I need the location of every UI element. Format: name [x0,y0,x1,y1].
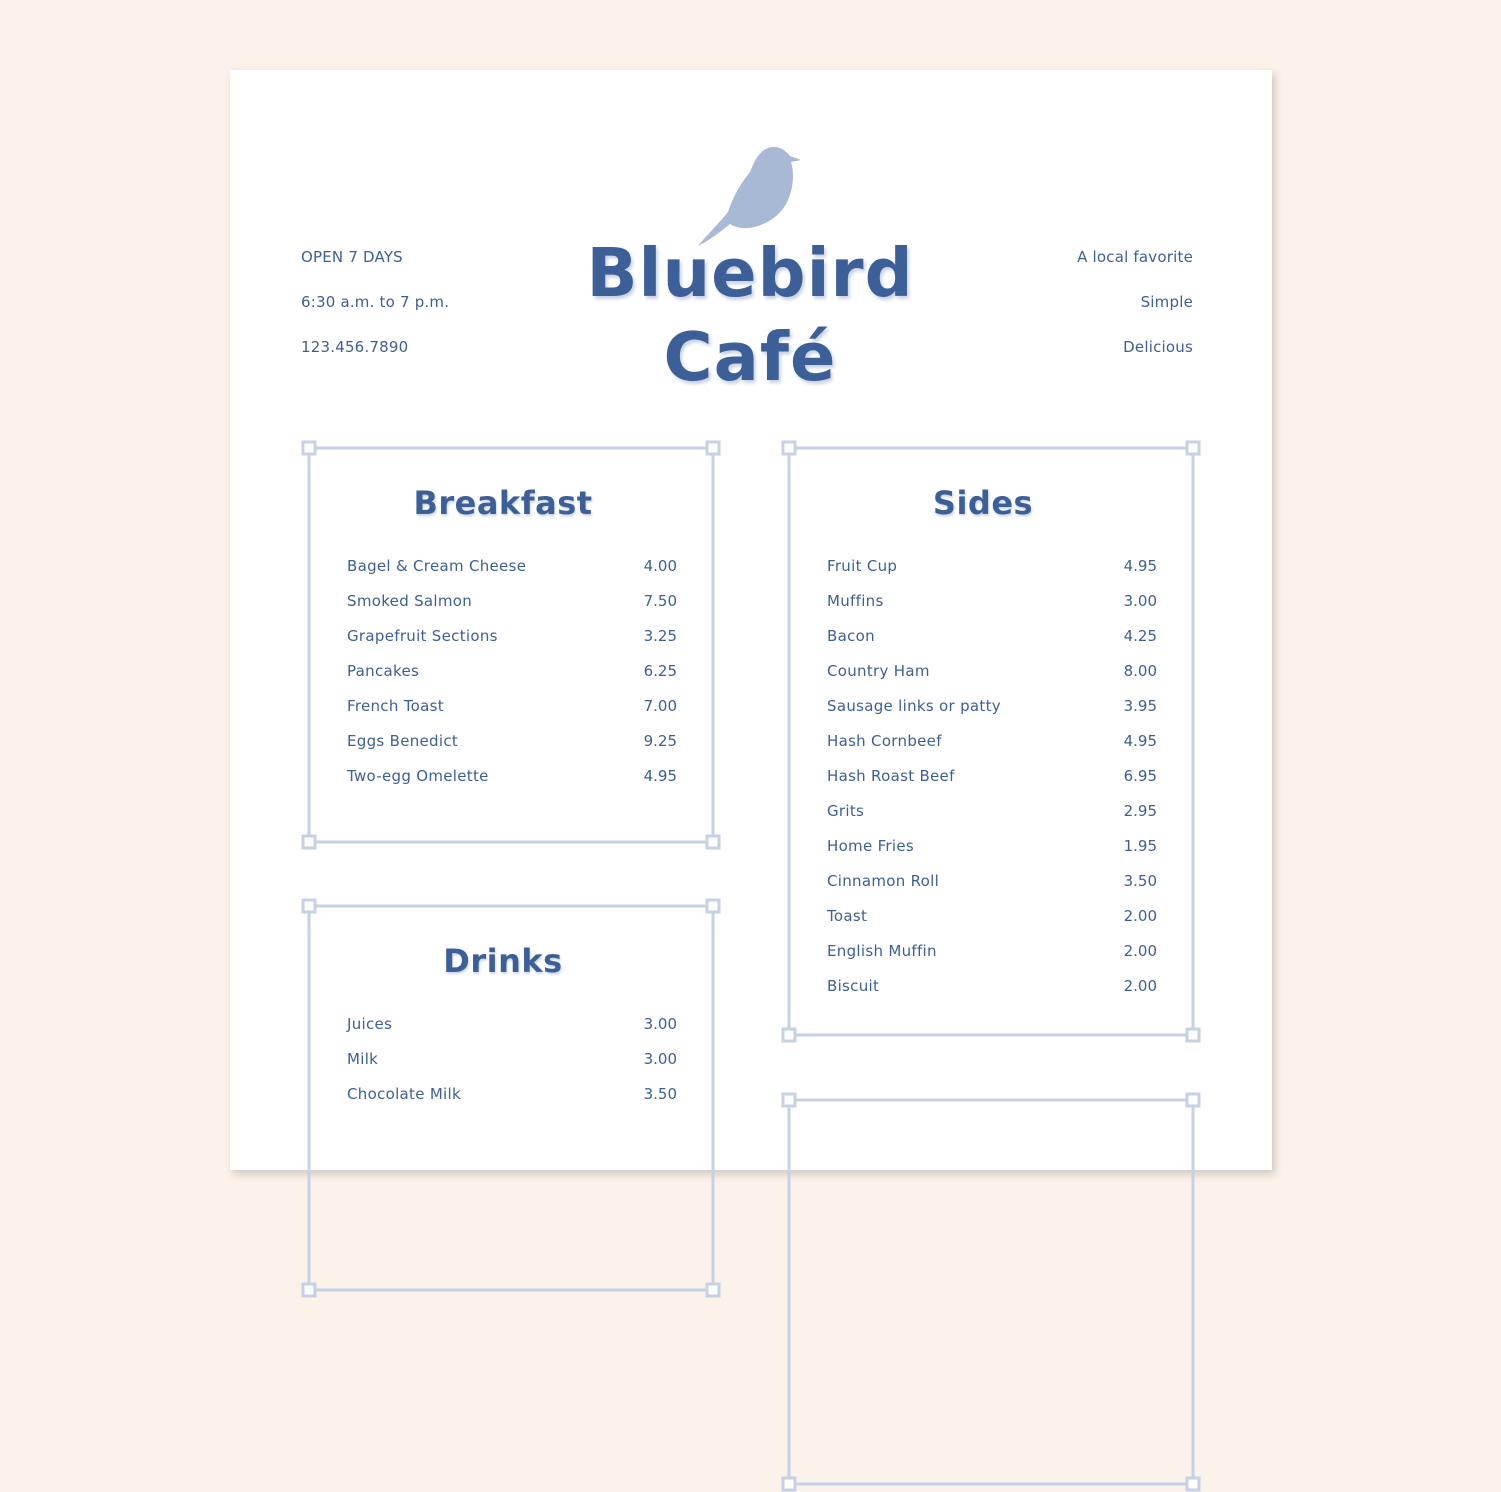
tagline-1: A local favorite [1077,248,1193,266]
menu-item [827,592,1157,627]
menu-item-price: 3.00 [643,1015,677,1033]
breakfast-items [347,557,677,802]
menu-item-price: 2.00 [1123,907,1157,925]
menu-item [347,592,677,627]
menu-item-price: 3.00 [1123,592,1157,610]
hours-time: 6:30 a.m. to 7 p.m. [301,293,450,311]
menu-item-name: Juices [347,1015,393,1033]
menu-item [827,872,1157,907]
cafe-title-line1: Bluebird [586,234,914,312]
menu-item-name: Country Ham [827,662,930,680]
tagline-2: Simple [1140,293,1193,311]
menu-item-price: 7.00 [643,697,677,715]
phone-number: 123.456.7890 [301,338,409,356]
menu-page [230,70,1272,1170]
menu-item-name: Hash Roast Beef [827,767,955,785]
menu-item-price: 3.95 [1123,697,1157,715]
menu-item-name: Home Fries [827,837,914,855]
menu-item-price: 4.95 [1123,732,1157,750]
menu-item [827,837,1157,872]
breakfast-panel [301,440,721,850]
menu-item-price: 4.95 [643,767,677,785]
menu-item [827,697,1157,732]
menu-item-name: Grapefruit Sections [347,627,498,645]
menu-item-name: Muffins [827,592,884,610]
menu-item-price: 3.00 [643,1050,677,1068]
menu-item-price: 1.95 [1123,837,1157,855]
menu-item [827,662,1157,697]
menu-item-name: Milk [347,1050,379,1068]
menu-item-name: Cinnamon Roll [827,872,940,890]
menu-item [347,557,677,592]
header-info-left [301,248,449,383]
menu-item-price: 7.50 [643,592,677,610]
menu-item-price: 3.25 [643,627,677,645]
menu-item-price: 3.50 [643,1085,677,1103]
menu-item-name: Sausage links or patty [827,697,1001,715]
drinks-title: Drinks [443,942,563,980]
menu-item [347,1050,677,1085]
sides-items [827,557,1157,1012]
sides-panel [781,440,1201,1043]
menu-item [827,907,1157,942]
breakfast-title: Breakfast [413,484,593,522]
menu-item [347,627,677,662]
menu-item [827,732,1157,767]
menu-item-price: 8.00 [1123,662,1157,680]
menu-item-name: Grits [827,802,865,820]
menu-item [827,942,1157,977]
menu-item-name: Fruit Cup [827,557,898,575]
menu-item [347,662,677,697]
menu-item-price: 3.50 [1123,872,1157,890]
menu-item-price: 4.95 [1123,557,1157,575]
drinks-items [347,1015,677,1120]
menu-item-name: Hash Cornbeef [827,732,942,750]
menu-item-price: 2.95 [1123,802,1157,820]
menu-item-name: Biscuit [827,977,880,995]
menu-item [827,802,1157,837]
menu-item-name: Pancakes [347,662,420,680]
extra-frame [781,1092,1201,1492]
menu-item [347,1085,677,1120]
menu-item-name: Eggs Benedict [347,732,459,750]
menu-item [347,1015,677,1050]
menu-item-name: Smoked Salmon [347,592,473,610]
menu-item-price: 6.95 [1123,767,1157,785]
menu-item [347,732,677,767]
menu-item-price: 6.25 [643,662,677,680]
menu-item [827,557,1157,592]
menu-item-name: Toast [827,907,868,925]
drinks-panel [301,898,721,1298]
sides-title: Sides [932,484,1034,522]
menu-item [347,767,677,802]
menu-item-price: 4.25 [1123,627,1157,645]
menu-item-price: 2.00 [1123,977,1157,995]
menu-item-price: 9.25 [643,732,677,750]
cafe-title-line2: Café [663,318,837,396]
menu-item [827,767,1157,802]
menu-item-name: Chocolate Milk [347,1085,461,1103]
menu-item-name: Bagel & Cream Cheese [347,557,527,575]
hours-days: OPEN 7 DAYS [301,248,403,266]
menu-item [347,697,677,732]
menu-item-price: 2.00 [1123,942,1157,960]
menu-item-price: 4.00 [643,557,677,575]
menu-item [827,977,1157,1012]
menu-item [827,627,1157,662]
tagline-3: Delicious [1123,338,1193,356]
header-info-right [1077,248,1193,383]
menu-item-name: Bacon [827,627,875,645]
extra-panel [781,1092,1201,1492]
menu-item-name: French Toast [347,697,444,715]
menu-item-name: Two-egg Omelette [347,767,489,785]
menu-item-name: English Muffin [827,942,937,960]
